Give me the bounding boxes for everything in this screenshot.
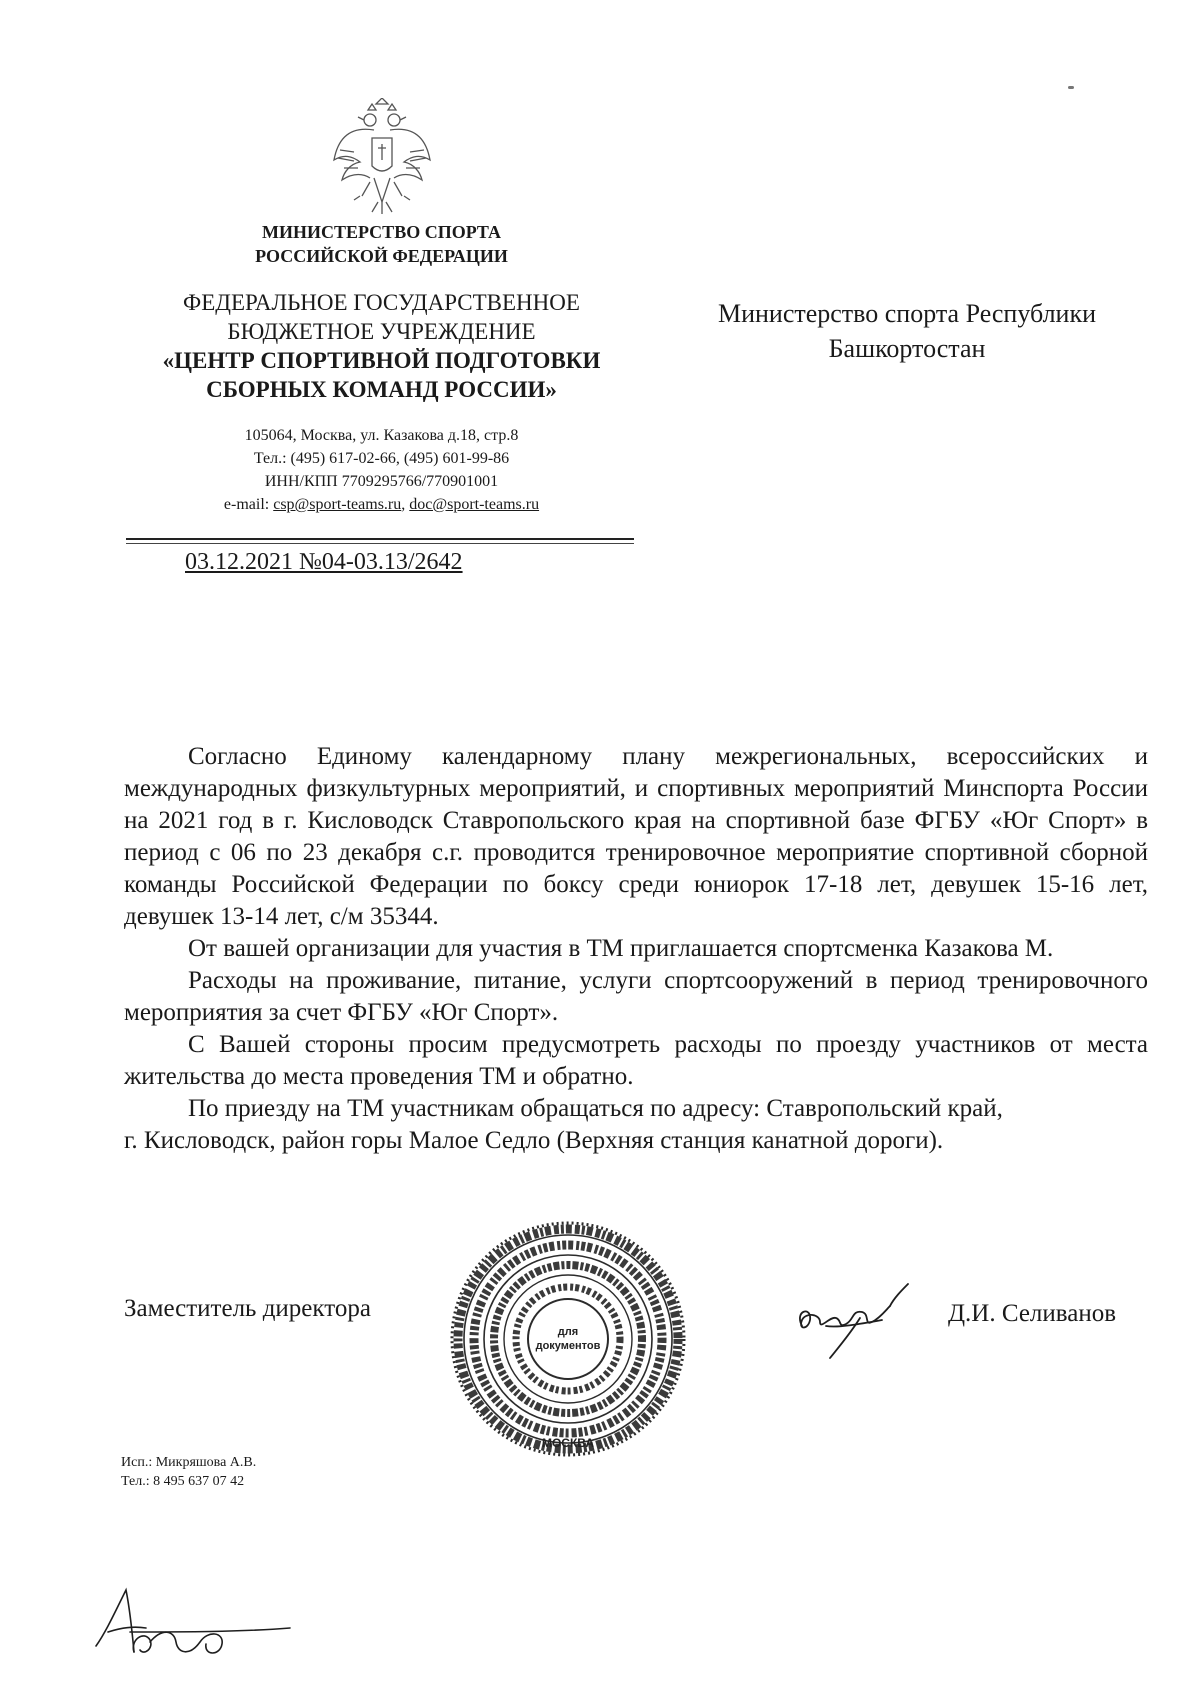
body-paragraph: Расходы на проживание, питание, услуги спортсооружений в период тренировочного мероприятия за счет ФГБУ «Юг Спорт». bbox=[124, 967, 1148, 1026]
body-paragraph: По приезду на ТМ участникам обращаться по адресу: Ставропольский край, bbox=[188, 1095, 1003, 1122]
address-line: 105064, Москва, ул. Казакова д.18, стр.8 bbox=[244, 427, 519, 444]
coat-of-arms-icon bbox=[330, 98, 434, 218]
round-seal-icon bbox=[448, 1218, 688, 1460]
seal-center-text: документов bbox=[535, 1340, 601, 1352]
institution-heading bbox=[140, 288, 623, 404]
registration-number: 03.12.2021 №04-03.13/2642 bbox=[185, 549, 463, 575]
body-paragraph: С Вашей стороны просим предусмотреть расходы по проезду участников от места жительства до места проведения ТМ и обратно. bbox=[124, 1031, 1148, 1090]
signer-role: Заместитель директора bbox=[124, 1295, 371, 1322]
body-paragraph: Согласно Единому календарному плану межрегиональных, всероссийских и международных физкультурных мероприятий, и спортивных мероприятий Минспорта России на 2021 год в г. Кисловодск Ставропольского края на спортивной базе ФГБУ «Юг Спорт» в период с 06 по 23 декабря с.г. проводится тренировочное мероприятие спортивной сборной команды Российской Федерации по боксу среди юниорок 17-18 лет, девушек 15-16 лет, девушек 13-14 лет, с/м 35344. bbox=[124, 743, 1148, 930]
email-link-1[interactable]: csp@sport-teams.ru bbox=[273, 496, 402, 513]
body-paragraph: От вашей организации для участия в ТМ приглашается спортсменка Казакова М. bbox=[188, 935, 1054, 962]
ministry-heading bbox=[200, 220, 563, 268]
contact-block bbox=[160, 424, 603, 516]
signer-name: Д.И. Селиванов bbox=[948, 1300, 1117, 1327]
institution-name-line: СБОРНЫХ КОМАНД РОССИИ» bbox=[206, 377, 557, 402]
recipient-block bbox=[692, 296, 1122, 366]
recipient-line: Башкортостан bbox=[828, 334, 986, 363]
institution-line: БЮДЖЕТНОЕ УЧРЕЖДЕНИЕ bbox=[227, 319, 536, 344]
email-label: e-mail: bbox=[223, 496, 274, 513]
institution-line: ФЕДЕРАЛЬНОЕ ГОСУДАРСТВЕННОЕ bbox=[183, 290, 580, 315]
email-link-2[interactable]: doc@sport-teams.ru bbox=[409, 496, 540, 513]
institution-name-line: «ЦЕНТР СПОРТИВНОЙ ПОДГОТОВКИ bbox=[162, 348, 601, 373]
executor-block bbox=[121, 1453, 256, 1491]
header-divider bbox=[126, 543, 634, 544]
email-line bbox=[160, 493, 603, 516]
signature-icon bbox=[90, 1580, 300, 1664]
body-paragraph: г. Кисловодск, район горы Малое Седло (Верхняя станция канатной дороги). bbox=[124, 1127, 944, 1154]
scan-speck bbox=[1068, 86, 1074, 89]
executor-phone: Тел.: 8 495 637 07 42 bbox=[121, 1474, 245, 1489]
email-separator: , bbox=[401, 496, 410, 513]
seal-center-text: для bbox=[557, 1326, 579, 1338]
ministry-line: РОССИЙСКОЙ ФЕДЕРАЦИИ bbox=[255, 246, 508, 266]
recipient-line: Министерство спорта Республики bbox=[717, 299, 1097, 328]
inn-line: ИНН/КПП 7709295766/770901001 bbox=[264, 473, 499, 490]
signature-icon bbox=[790, 1270, 920, 1364]
executor-name: Исп.: Микряшова А.В. bbox=[121, 1455, 257, 1470]
seal-city-text: МОСКВА bbox=[541, 1436, 595, 1450]
letter-body bbox=[124, 741, 1148, 1157]
phone-line: Тел.: (495) 617-02-66, (495) 601-99-86 bbox=[253, 450, 510, 467]
ministry-line: МИНИСТЕРСТВО СПОРТА bbox=[261, 222, 502, 242]
header-divider bbox=[126, 538, 634, 540]
